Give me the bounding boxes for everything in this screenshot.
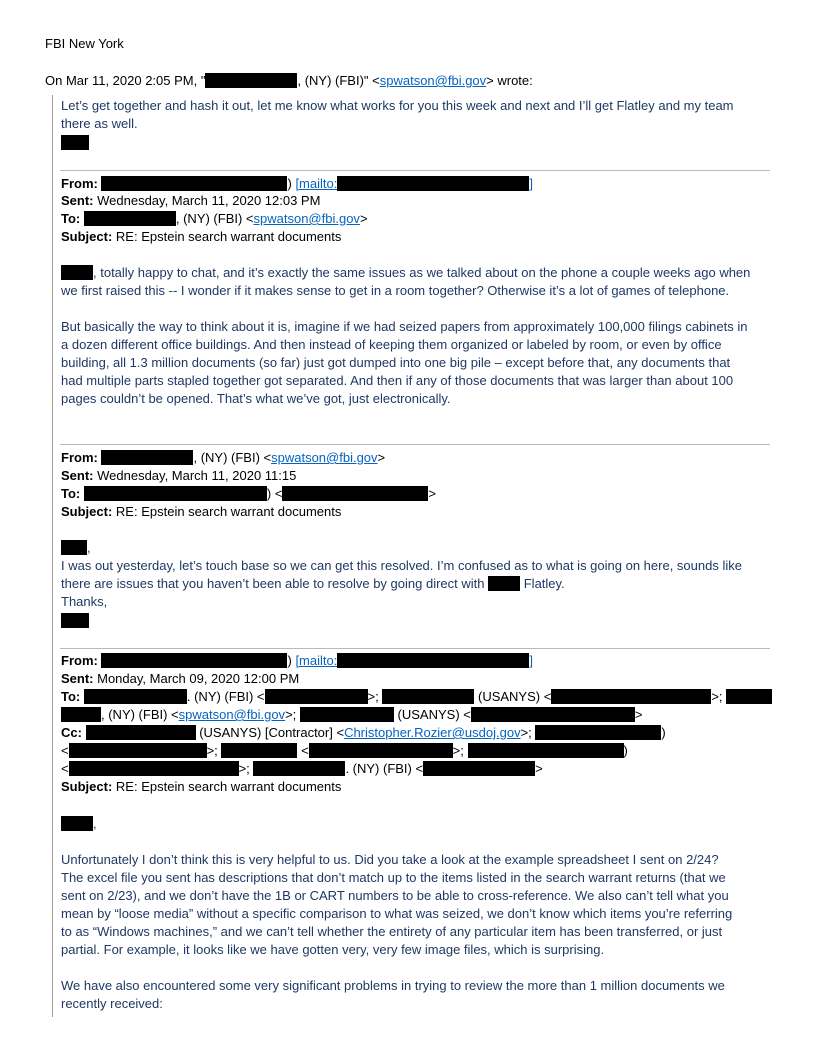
redaction bbox=[84, 211, 176, 226]
msg2-to-line: To: ) < > bbox=[61, 486, 437, 501]
redaction bbox=[61, 816, 93, 831]
msg3-cc-line-3: < >; . (NY) (FBI) < > bbox=[61, 761, 543, 776]
msg1-body-line: pages couldn’t be opened. That’s what we’ve got, just electronically. bbox=[61, 391, 451, 406]
redaction bbox=[309, 743, 453, 758]
to-mid: , (NY) (FBI) < bbox=[175, 211, 254, 226]
msg2-body-line: I was out yesterday, let’s touch base so we can get this resolved. I’m confused as to what is going on here, sounds like bbox=[61, 558, 742, 573]
sent-label: Sent: bbox=[61, 193, 94, 208]
redaction bbox=[282, 486, 428, 501]
redaction bbox=[61, 540, 87, 555]
salutation: , bbox=[61, 815, 97, 833]
intro-line bbox=[45, 72, 533, 90]
msg3-body-line: to as “Windows machines,” and we can’t tell whether the entirety of any particular item has been transferred, or just bbox=[61, 924, 723, 939]
subject-label: Subject: bbox=[61, 229, 113, 244]
msg1-from-line: From: ) [mailto: ] bbox=[61, 176, 533, 191]
redaction bbox=[61, 707, 101, 722]
redaction bbox=[101, 653, 287, 668]
msg1-body-line: But basically the way to think about it is, imagine if we had seized papers from approximately 100,000 filings cabinets in bbox=[61, 319, 748, 334]
sent-value: Monday, March 09, 2020 12:00 PM bbox=[97, 671, 300, 686]
msg3-body-line: The excel file you sent has descriptions that don’t match up to the items listed in the search warrant returns (that we bbox=[61, 870, 726, 885]
to-label: To: bbox=[61, 486, 81, 501]
to-label: To: bbox=[61, 211, 81, 226]
redaction bbox=[84, 689, 187, 704]
intro-suffix: > wrote: bbox=[486, 73, 533, 88]
msg3-subject-line bbox=[61, 778, 341, 796]
redaction bbox=[265, 689, 368, 704]
msg2-from-line: From: , (NY) (FBI) <spwatson@fbi.gov> bbox=[61, 450, 386, 465]
from-mid: , (NY) (FBI) < bbox=[193, 450, 272, 465]
mailto-link[interactable]: [mailto: bbox=[295, 176, 338, 191]
redaction bbox=[84, 486, 267, 501]
msg1-subject-line bbox=[61, 228, 341, 246]
cc-label: Cc: bbox=[61, 725, 82, 740]
redaction bbox=[551, 689, 711, 704]
email-link[interactable]: spwatson@fbi.gov bbox=[379, 73, 487, 88]
subject-label: Subject: bbox=[61, 504, 113, 519]
redaction bbox=[337, 176, 529, 191]
reply-line-2: there as well. bbox=[61, 116, 138, 131]
intro-mid: , (NY) (FBI)" < bbox=[297, 73, 380, 88]
redaction bbox=[423, 761, 535, 776]
msg3-cc-line: Cc: (USANYS) [Contractor] <Christopher.Rozier@usdoj.gov>; ) bbox=[61, 725, 666, 740]
email-link[interactable]: spwatson@fbi.gov bbox=[253, 211, 360, 226]
separator bbox=[60, 444, 770, 445]
msg1-body-line: a dozen different office buildings. And then instead of keeping them organized or labeled by room, or even by office bbox=[61, 337, 722, 352]
msg3-body-line: sent on 2/23), and we don’t have the 1B or CART numbers to be able to cross-reference. We also can’t tell what you bbox=[61, 888, 729, 903]
msg3-cc-line-2: < >; < >; ) bbox=[61, 743, 628, 758]
msg3-body-line: partial. For example, it looks like we have gotten very, very few image files, which is surprising. bbox=[61, 942, 605, 957]
quote-bar bbox=[52, 95, 53, 1017]
reply-line-1: Let’s get together and hash it out, let me know what works for you this week and next and I’ll get Flatley and my team bbox=[61, 98, 734, 113]
subject-label: Subject: bbox=[61, 779, 113, 794]
redaction bbox=[61, 613, 89, 628]
redaction bbox=[471, 707, 635, 722]
redaction bbox=[382, 689, 474, 704]
redaction bbox=[61, 135, 89, 150]
redaction bbox=[61, 265, 93, 280]
salutation: , bbox=[61, 539, 91, 557]
msg1-sent-line bbox=[61, 192, 320, 210]
msg3-sent-line bbox=[61, 670, 299, 688]
redaction bbox=[300, 707, 394, 722]
from-label: From: bbox=[61, 450, 98, 465]
office-heading: FBI New York bbox=[45, 36, 124, 51]
redaction bbox=[101, 450, 193, 465]
msg3-body-line: recently received: bbox=[61, 996, 163, 1011]
sent-value: Wednesday, March 11, 2020 11:15 bbox=[97, 468, 297, 483]
subject-value: RE: Epstein search warrant documents bbox=[115, 504, 342, 519]
redaction bbox=[468, 743, 624, 758]
redaction bbox=[221, 743, 297, 758]
redaction bbox=[69, 743, 207, 758]
redaction bbox=[205, 73, 297, 88]
msg3-body-line: mean by “loose media” without a specific comparison to what was seized, we don’t know which items you’re referring bbox=[61, 906, 733, 921]
redaction bbox=[488, 576, 520, 591]
separator bbox=[60, 648, 770, 649]
msg3-to-line: To: . (NY) (FBI) < >; (USANYS) < >; bbox=[61, 688, 772, 706]
subject-value: RE: Epstein search warrant documents bbox=[115, 229, 342, 244]
msg1-to-line: To: , (NY) (FBI) <spwatson@fbi.gov> bbox=[61, 211, 368, 226]
email-link[interactable]: spwatson@fbi.gov bbox=[271, 450, 378, 465]
subject-value: RE: Epstein search warrant documents bbox=[115, 779, 342, 794]
redaction bbox=[101, 176, 287, 191]
to-label: To: bbox=[61, 689, 81, 704]
msg3-body-line: Unfortunately I don’t think this is very helpful to us. Did you take a look at the example spreadsheet I sent on 2/24? bbox=[61, 852, 719, 867]
msg1-body-line: , totally happy to chat, and it’s exactly the same issues as we talked about on the phone a couple weeks ago when bbox=[61, 264, 750, 282]
redaction bbox=[69, 761, 239, 776]
mailto-link[interactable]: [mailto: bbox=[295, 653, 338, 668]
msg3-from-line: From: ) [mailto: ] bbox=[61, 653, 533, 668]
msg1-body-line: we first raised this -- I wonder if it makes sense to get in a room together? Otherwise it’s a lot of games of telephone. bbox=[61, 283, 730, 298]
redaction bbox=[535, 725, 661, 740]
redaction bbox=[726, 689, 772, 704]
intro-prefix: On Mar 11, 2020 2:05 PM, " bbox=[45, 73, 206, 88]
from-label: From: bbox=[61, 653, 98, 668]
email-link[interactable]: spwatson@fbi.gov bbox=[178, 707, 286, 722]
sent-label: Sent: bbox=[61, 671, 94, 686]
msg1-body-line: building, all 1.3 million documents (so far) just got dumped into one big pile – except before that, any documents that bbox=[61, 355, 731, 370]
msg2-body-line: there are issues that you haven’t been able to resolve by going direct with Flatley. bbox=[61, 576, 565, 591]
sent-value: Wednesday, March 11, 2020 12:03 PM bbox=[97, 193, 321, 208]
msg3-to-line-2: , (NY) (FBI) <spwatson@fbi.gov>; (USANYS) < > bbox=[61, 706, 642, 724]
email-link[interactable]: Christopher.Rozier@usdoj.gov bbox=[344, 725, 521, 740]
separator bbox=[60, 170, 770, 171]
redaction bbox=[86, 725, 196, 740]
redaction bbox=[337, 653, 529, 668]
msg1-body-line: had multiple parts stapled together got separated. And then if any of those documents that was larger than about 100 bbox=[61, 373, 734, 388]
msg2-body-line: Thanks, bbox=[61, 594, 108, 609]
from-label: From: bbox=[61, 176, 98, 191]
msg2-subject-line bbox=[61, 503, 341, 521]
sent-label: Sent: bbox=[61, 468, 94, 483]
redaction bbox=[253, 761, 345, 776]
msg2-sent-line bbox=[61, 467, 296, 485]
msg3-body-line: We have also encountered some very significant problems in trying to review the more than 1 million documents we bbox=[61, 978, 725, 993]
